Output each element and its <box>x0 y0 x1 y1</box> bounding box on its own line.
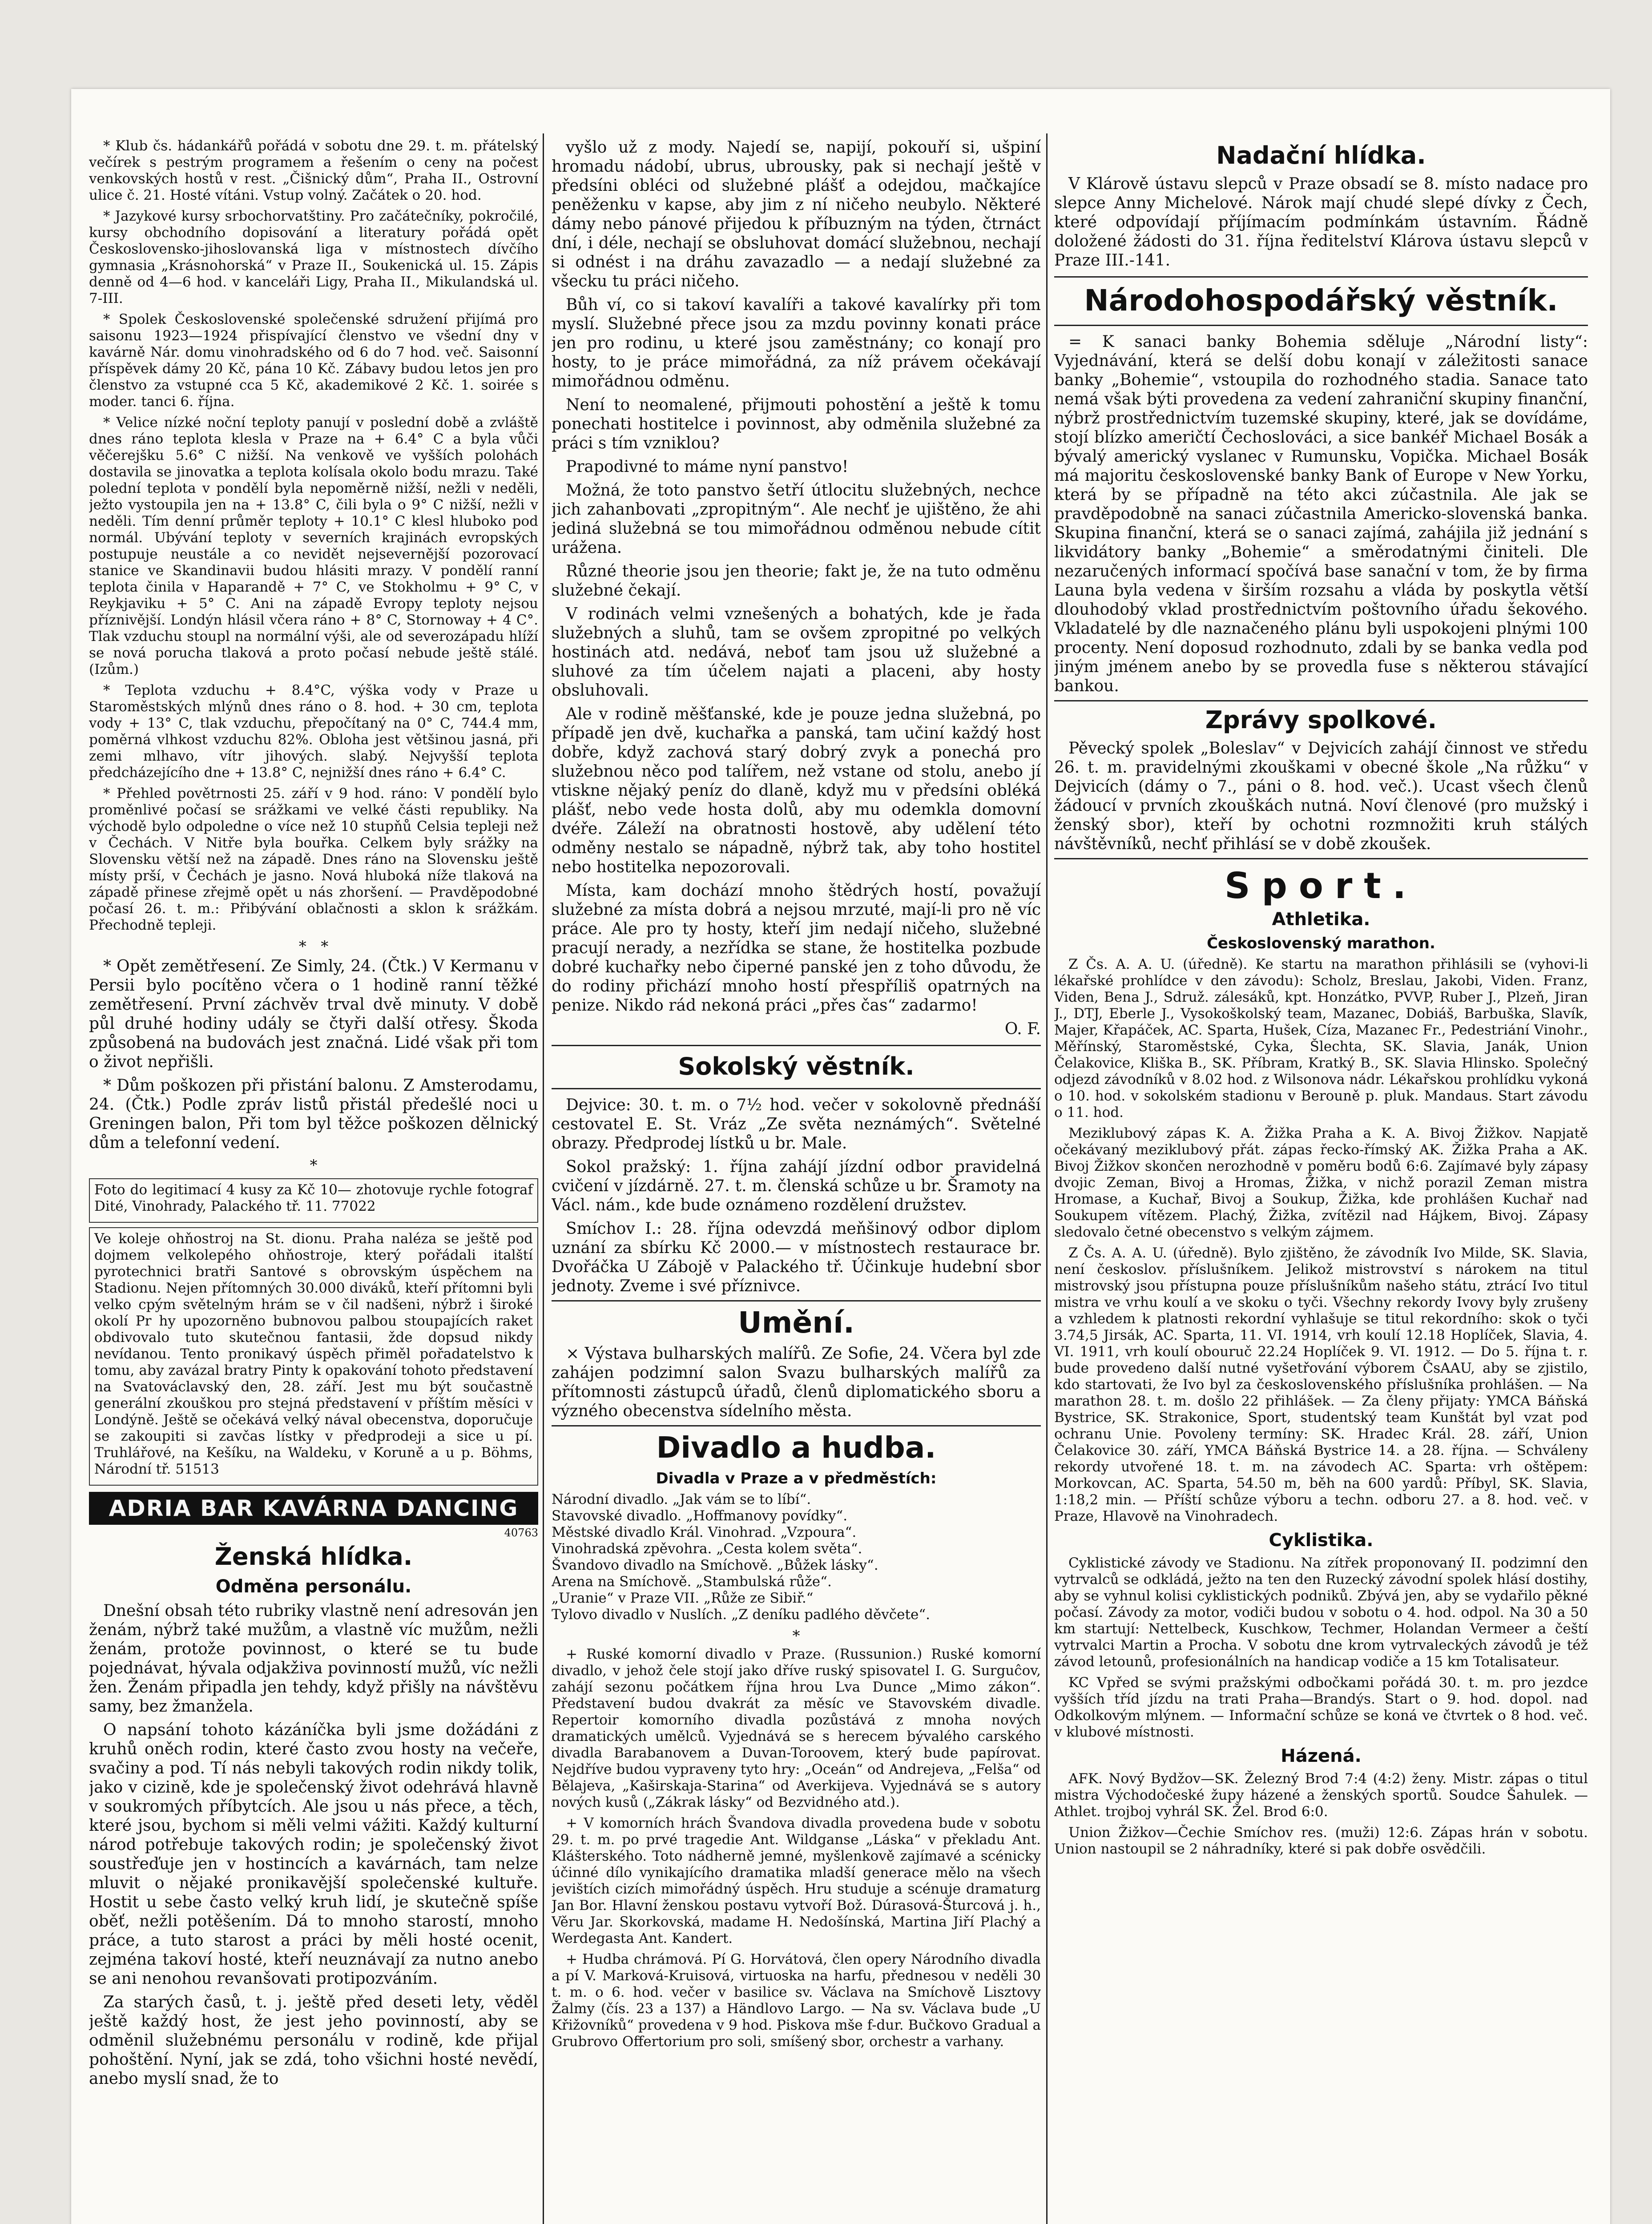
article-paragraph: Ale v rodině měšťanské, kde je pouze jedna služebná, po případě jen dvě, kuchařka a panská, tam učiní každý host dobře, když zachová starý dobrý zvyk a ponechá pro služebnou něco pod talířem, než vstane od stolu, anebo jí vtiskne nějaký peníz do dlaně, když mu v předsíni obléká plášť, nebo vede hosta dolů, aby mu odemkla domovní dvéře. Záleží na obratnosti hostově, aby udělení této odměny nestalo se nápadně, nýbrž tak, aby toho hostitel nebo hostitelka nepozorovali. <box>552 705 1041 876</box>
theatre-subtitle: Divadla v Praze a v předměstích: <box>656 1470 937 1487</box>
banner-number: 40763 <box>504 1527 538 1539</box>
divider <box>1054 700 1588 701</box>
theatre-listing: „Uranie“ v Praze VII. „Růže ze Sibiř.“ <box>552 1590 814 1606</box>
sport-paragraph: Z Čs. A. A. U. (úředně). Bylo zjištěno, že závodník Ivo Milde, SK. Slavia, není českoslov. příslušníkem. Jelikož mistrovství s nárokem na titul mistrovský jsou přístupna pouze příslušníkům našeho státu, ztrácí Ivo titul mistra ve vrhu koulí a ve skoku o tyči. Všechny rekordy Ivovy byly zrušeny a vzhledem k platnosti rekordní vyhlašuje se titul rekordního: skok o tyči 3.74,5 Jirsák, AC. Sparta, 11. VI. 1914, vrh koulí 12.18 Hoplíček, Slavia, 4. VI. 1911, vrh koulí obouruč 22.24 Hoplíček 9. VI. 1912. — Do 5. října t. r. bude provedeno další nutné vyšetřování výborem ČsAAU, aby se zjistilo, kdo startovati, že Ivo byl za československého příslušníka prohlášen. — Na marathon 28. t. m. došlo 22 přihlášek. — Za členy přijaty: YMCA Báňská Bystrice, SK. Strakonice, Sport, studentský team Kunštát byl vzat pod ochranu Unie. Povoleny termíny: SK. Hradec Král. 28. září, Union Čelakovice 30. září, YMCA Báňská Bystrice 14. a 28. října. — Schváleny rekordy utvořené 18. t. m. na závodech AC. Sparta: vrh oštěpem: Morkovcan, AC. Sparta, 54.50 m, běh na 600 yardů: Příbyl, SK. Slavia, 1:18,2 min. — Příští schůze výboru a techn. odboru 27. a 8. hod. več. v Praze, Hlavově na Vinohradech. <box>1054 1245 1588 1524</box>
article-paragraph: Není to neomalené, přijmouti pohostění a ještě k tomu ponechati hostitelce i povinnost, aby odměnila služebné za práci s tím vzniklou? <box>552 396 1041 452</box>
article-paragraph: Prapodivné to máme nyní panstvo! <box>566 458 849 476</box>
handball-paragraph: AFK. Nový Bydžov—SK. Železný Brod 7:4 (4:2) ženy. Mistr. zápas o titul mistra Východočeské župy házené a ženských sportů. Soudce Šahulek. — Athlet. trojboj vyhrál SK. Žel. Brod 6:0. <box>1054 1771 1588 1820</box>
theatre-listing: Městské divadlo Král. Vinohrad. „Vzpoura“. <box>552 1524 857 1540</box>
notice-paragraph: * Velice nízké noční teploty panují v poslední době a zvláště dnes ráno teplota klesla v Praze na + 6.4° C a byla vůči věčerejšku 5.6° C nižší. Na venkově ve vyšších polohách dostavila se jinovatka a teplota kolísala okolo bodu mrazu. Také polední teplota v pondělí byla nepoměrně nižší, nežli v neděli, ježto vystoupila jen na + 13.8° C, čili byla o 9° C nižší, nežli v neděli. Tím denní průměr teploty + 10.1° C klesl hluboko pod normál. Ubývání teploty v severních krajinách evropských postupuje neustále a co nevidět nejsevernější pozorovací stanice ve Skandinavii budou hlásiti mrazy. V pondělí ranní teplota činila v Haparandě + 7° C, ve Stokholmu + 9° C, v Reykjaviku + 5° C. Ani na západě Evropy teploty nejsou příznivější. Londýn hlásil včera ráno + 8° C, Stornoway + 4 C°. Tlak vzduchu stoupl na normální výši, ale od severozápadu hlíží se nová porucha tlaková a proto počasí nebude ještě stálé. (Izům.) <box>89 415 538 677</box>
notice-paragraph: * Přehled povětrnosti 25. září v 9 hod. ráno: V pondělí bylo proměnlivé počasí se srážkami ve velké části republiky. Na východě bylo odpoledne o více než 10 stupňů Celsia tepleji než v Čechách. V Nitře byla bouřka. Celkem byly srážky na Slovensku větší než na západě. Dnes ráno na Slovensku ještě místy prší, v Čechách je jasno. Nová hluboká níže tlaková na západě přinese zřejmě opět u nás zhoršení. — Pravděpodobné počasí 26. t. m.: Přibývání oblačnosti a sklon k srážkám. Přechodně tepleji. <box>89 786 538 933</box>
column-rule-1 <box>543 133 544 2224</box>
separator: * <box>792 1627 800 1645</box>
cycling-paragraph: Cyklistické závody ve Stadionu. Na zítřek proponovaný II. podzimní den vytrvalců se odkládá, ježto na ten den Ruzecký závodní spolek hlásí dostihy, aby se vyhnul kolisi cyklistických podniků. Zbývá jen, aby se vydařilo pěkné počasí. Závody za motor, vodiči budou v sobotu o 4. hod. odpol. Na 30 a 50 km startují: Nettelbeck, Kuschkow, Techmer, Holandan Vermeer a čeští vytrvalci Martin a Procha. V sobotu dne krom vytrvaleckých závodů je též závod letounů, profesionálních na handicap vodiče a 15 km Totalisateur. <box>1054 1555 1588 1670</box>
article-paragraph: Bůh ví, co si takoví kavalíři a takové kavalírky při tom myslí. Služebné přece jsou za mzdu povinny konati práce jen pro rodinu, u které jsou zaměstnány; co konají pro hosty, to je práce mimořádná, za níž právem očekávají mimořádnou odměnu. <box>552 296 1041 391</box>
theatre-paragraph: + Ruské komorní divadlo v Praze. (Russunion.) Ruské komorní divadlo, v jehož čele stojí jako dříve ruský spisovatel I. G. Surguĉov, zahájí sezonu počátkem října hrou Lva Dunce „Mimo zákon“. Představení budou dvakrát za měsíc ve Stavovském divadle. Repertoir komorního divadla pozůstává z mnoha nových dramatických umělců. Vyjednává se s herecem bývalého carského divadla Barabanovem a Duvan-Toroovem, který bude papírovat. Nejdříve budou vypraveny tyto hry: „Oceán“ od Andrejeva, „Felša“ od Bělajeva, „Kaširskaja-Starina“ od Averkijeva. Vyjednává se s autory nových kusů („Zákrak lásky“ od Bezvidného atd.). <box>552 1646 1041 1810</box>
column-rule-2 <box>1046 133 1048 2224</box>
article-paragraph: Možná, že toto panstvo šetří útlocitu služebných, nechce jich zahanbovati „zpropitným“. Ale nechť je ujištěno, že ahi jediná služebná se tou mimořádnou odměnou nebude cítit urážena. <box>552 481 1041 557</box>
column-3 <box>1054 138 1588 1862</box>
article-paragraph: V rodinách velmi vznešených a bohatých, kde je řada služebných a sluhů, tam se ovšem zpropitné po velkých hostinách atd. nedává, neboť tam jsou už služebné a sluhové za tím účelem najati a placeni, aby hosty obsluhovali. <box>552 605 1041 700</box>
clubs-paragraph: Pěvecký spolek „Boleslav“ v Dejvicích zahájí činnost ve středu 26. t. m. pravidelnými zkouškami v obecné škole „Na růžku“ v Dejvicích (dámy o 7., páni o 8. hod. več.). Ucast všech členů žádoucí v prvních zkouškách nutná. Noví členové (pro mužský i ženský sbor), kteří by ochotni rozmnožiti kruh stálých návštěvníků, nechť přihlásí se v době zkoušek. <box>1054 739 1588 853</box>
separator: * * <box>298 938 329 955</box>
sokol-paragraph: Dejvice: 30. t. m. o 7½ hod. večer v sokolovně přednáší cestovatel E. St. Vráz „Ze světa neznámých“. Světelné obrazy. Předprodej lístků u br. Male. <box>552 1096 1041 1152</box>
section-title-womens: Ženská hlídka. <box>214 1543 413 1571</box>
sokol-paragraph: Sokol pražský: 1. října zahájí jízdní odbor pravidelná cvičení v jízdárně. 27. t. m. členská schůze u br. Šramoty na Václ. nám., kde bude oznámeno rozdělení družstev. <box>552 1158 1041 1214</box>
theatre-listing: Vinohradská zpěvohra. „Cesta kolem světa“. <box>552 1541 862 1557</box>
theatre-paragraph: + V komorních hrách Švandova divadla provedena bude v sobotu 29. t. m. po prvé tragedie Ant. Wildganse „Láska“ v překladu Ant. Klášterského. Toto nádherně jemné, myšlenkově zajímavé a scénicky účinné dílo vynikajícího dramatika mladší generace mělo na všech jevištích cizích mimořádný úspěch. Hru studuje a scénuje dramaturg Jan Bor. Hlavní ženskou postavu vytvoří Bož. Dúrasová-Šturcová j. h., Věru Jar. Skorkovská, madame H. Nedošínská, Martina Jiří Plachý a Werdegasta Ant. Kandert. <box>552 1815 1041 1946</box>
section-subtitle: Odměna personálu. <box>215 1576 412 1597</box>
article-paragraph: vyšlo už z mody. Najedí se, napijí, pokouří si, ušpiní hromadu nádobí, ubrus, ubrousky, pak si nechají ještě v předsíni obléci od služebné plášť a odejdou, mačkajíce peněženku v kapse, aby jim z ní ničeho neubylo. Některé dámy nebo pánové přijedou k příbuzným na týden, čtrnáct dní, i déle, nechají se obsluhovat domácí služebnou, nechají si odnést i na dráhu zavazadlo — a nedají služebné za všecku tu práci ničeho. <box>552 138 1041 290</box>
section-title-theatre: Divadlo a hudba. <box>656 1430 936 1465</box>
divider <box>552 1300 1041 1301</box>
marathon-heading: Československý marathon. <box>1207 935 1435 952</box>
art-paragraph: × Výstava bulharských malířů. Ze Sofie, 24. Včera byl zde zahájen podzimní salon Svazu bulharských malířů za přítomnosti zástupců úřadů, členů diplomatického sboru a význého obecenstva sídelního města. <box>552 1345 1041 1420</box>
section-title-sokol: Sokolský věstník. <box>678 1052 915 1080</box>
article-paragraph: Různé theorie jsou jen theorie; fakt je, že na tuto odměnu služebné čekají. <box>552 562 1041 600</box>
adria-bar-banner: ADRIA BAR KAVÁRNA DANCING <box>89 1492 538 1525</box>
section-title-clubs: Zprávy spolkové. <box>1205 706 1437 734</box>
divider <box>552 1425 1041 1426</box>
theatre-listing: Arena na Smíchově. „Stambulská růže“. <box>552 1574 832 1590</box>
theatre-listing: Stavovské divadlo. „Hoffmanovy povídky“. <box>552 1508 848 1524</box>
theatre-listing: Švandovo divadlo na Smíchově. „Bůžek lásky“. <box>552 1557 878 1573</box>
column-2 <box>552 138 1041 2055</box>
foundation-paragraph: V Klárově ústavu slepců v Praze obsadí se 8. místo nadace pro slepce Anny Michelové. Nárok mají chudé slepé dívky z Čech, které odpovídají příjímacím podmínkám ústavním. Řádně doložené žádosti do 31. října ředitelství Klárova ústavu slepců v Praze III.-141. <box>1054 175 1588 270</box>
article-paragraph: O napsání tohoto kázáníčka byli jsme dožádáni z kruhů oněch rodin, které často zvou hosty na večeře, svačiny a pod. Tí nás nebyli takových rodin nikdy tolik, jako v cizině, kde je společenský život odehrává hlavně v soukromých příbytcích. Ale jsou u nás přece, a těch, které jsou, bychom si měli velmi vážiti. Každý kulturní národ potřebuje takových rodin; je společenský život soustřeďuje jen v hostincích a kavárnách, tam nelze mluvit o nějaké pronikavější společenské kultuře. Hostit u sebe často velký kruh lidí, je skutečně spíše oběť, nežli potěšením. Dá to mnoho starostí, mnoho práce, a tuto starost a práci by měli hosté ocenit, zejména takoví hosté, kteří neuznávají za nutno anebo se ani nenohou revanšovati protipozváním. <box>89 1721 538 1988</box>
section-title-sport: Sport. <box>1225 865 1418 907</box>
economy-paragraph: = K sanaci banky Bohemia sděluje „Národní listy“: Vyjednávání, která se delší dobu konají v záležitosti sanace banky „Bohemie“, vstoupila do rozhodného stadia. Sanace tato nemá však býti provedena za vedení zahraniční skupiny finanční, nýbrž prostřednictvím tuzemské skupiny, které, jak se dovídáme, stojí blízko američtí Čechoslováci, a sice bankéř Michael Bosák a bývalý americký vyslanec v Rumunsku, Vopička. Michael Bosák má majoritu československé banky Bank of Europe v New Yorku, která by se případně na této akci zúčastnila. Ale jak se pravděpodobně na sanaci zúčastnila Americko-slovenská banka. Skupina finanční, která se o sanaci zajímá, zahájila již jednání s likvidátory banky „Bohemie“ a směrodatnými činiteli. Dle nezaručených informací spočívá base sanační v tom, že by firma Launa byla vedena v širším rozsahu a vláda by poskytla větší dlouhodobý vklad prostřednictvím poštovního úřadu šekového. Vkladatelé by dle naznačeného plánu byli uspokojeni plnými 100 procenty. Není doposud rozhodnuto, zdali by se banka vedla pod jiným jménem anebo by se provedla fuse s některou stávající bankou. <box>1054 333 1588 695</box>
section-title-economy: Národohospodářský věstník. <box>1084 283 1558 318</box>
article-paragraph: Místa, kam dochází mnoho štědrých hostí, považují služebné za místa dobrá a nejsou mrzuté, mají-li pro ně víc práce. Ale pro ty hosty, kteří jim nedají ničeho, služebné pracují nerady, a nezřídka se stane, že hostitelka pozbude dobré kuchařky nebo čiperné panské jen z toho důvodu, že do rodiny přichází mnoho hostí přespříliš opatrných na penize. Nikdo rád nekoná práci „přes čas“ zadarmo! <box>552 882 1041 1015</box>
theatre-listing: Tylovo divadlo v Nuslích. „Z deníku padlého děvčete“. <box>552 1607 931 1623</box>
athletics-heading: Athletika. <box>1272 909 1370 930</box>
article-paragraph: Za starých časů, t. j. ještě před deseti lety, věděl ještě každý host, že jest jeho povinností, aby se odměnil služebnému personálu v rodině, kde přijal pohoštění. Nyní, jak se zdá, toho všichni hosté nevědí, anebo myslí snad, že to <box>89 1993 538 2088</box>
sport-paragraph: Z Čs. A. A. U. (úředně). Ke startu na marathon přihlásili se (vyhovi-li lékařské prohlídce v den závodu): Scholz, Breslau, Jakobi, Viden. Franz, Viden, Bena J., Sdruž. zálesáků, kpt. Honzátko, PVVP, Ruber J., Plzeň, Jiran J., DTJ, Eberle J., Vysokoškolský team, Mazanec, Dobiáš, Barbuška, Slavík, Majer, Křapáček, AC. Sparta, Hušek, Cíza, Mazanec Fr., Pedestriání Vinohr., Měřínský, Staroměstské, Cyka, Šlechta, SK. Slavia, Janák, Union Čelakovice, Kliška B., SK. Příbram, Kratký B., SK. Slavia Hlinsko. Společný odjezd závodníků v 8.02 hod. z Wilsonova nádr. Lékařskou prohlídku vykoná o 10. hod. v sokolském stadionu v Berouně p. pluk. Mandaus. Start závodu o 11. hod. <box>1054 956 1588 1120</box>
theatre-paragraph: + Hudba chrámová. Pí G. Horvátová, člen opery Národního divadla a pí V. Marková-Kruisová, virtuoska na harfu, přednesou v neděli 30 t. m. o 6. hod. večer v basilice sv. Václava na Smíchově Lisztovy Žalmy (čís. 23 a 137) a Händlovo Largo. — Na sv. Václava bude „U Křižovníků“ provedena v 9 hod. Piskova mše f-dur. Bučkovo Gradual a Grubrovo Offertorium pro soli, smíšený sbor, orchestr a varhany. <box>552 1951 1041 2050</box>
photo-advertisement: Foto do legitimací 4 kusy za Kč 10— zhotovuje rychle fotograf Dité, Vinohrady, Palackého tř. 11. 77022 <box>89 1178 538 1223</box>
handball-paragraph: Union Žižkov—Čechie Smíchov res. (muži) 12:6. Zápas hrán v sobotu. Union nastoupil se 2 náhradníky, které si pak dobře osvědčili. <box>1054 1825 1588 1857</box>
cycling-heading: Cyklistika. <box>1269 1530 1374 1551</box>
sport-paragraph: Meziklubový zápas K. A. Žižka Praha a K. A. Bivoj Žižkov. Napjatě očekávaný meziklubový přát. zápas řecko-římský AK. Žižka Praha a AK. Bivoj Žižkov skončen nerozhodně v poměru bodů 6:6. Zajímavé byly zápasy dvojic Zeman, Bivoj a Hromas, Žižka, v nichž porazil Zeman mistra Hromase, a Kuchař, Bivoj a Soukup, Žižka, kde prohlášen Kuchař nad Soukupem vítězem. Plachý, Žižka, zvítězil nad Hájkem, Bivoj. Zápasy sledovalo četné obecenstvo s velkým zájmem. <box>1054 1125 1588 1240</box>
section-title-art: Umění. <box>738 1305 854 1340</box>
separator: * <box>310 1156 318 1174</box>
cycling-paragraph: KC Vpřed se svými pražskými odbočkami pořádá 30. t. m. pro jezdce vyšších tříd jízdu na trati Praha—Brandýs. Start o 9. hod. dopol. nad Odkolkovým mlýnem. — Informační schůze se koná ve čtvrtek o 8 hod. več. v klubové místnosti. <box>1054 1675 1588 1740</box>
sokol-paragraph: Smíchov I.: 28. října odevzdá meňšinový odbor diplom uznání za sbírku Kč 2000.— v místnostech restaurace br. Dvořáčka U Zábojě v Palackého tř. Účinkuje hudební sbor jednoty. Zveme i své příznivce. <box>552 1220 1041 1295</box>
news-paragraph: * Opět zemětřesení. Ze Simly, 24. (Čtk.) V Kermanu v Persii bylo pocítěno včera o 1 hodině ranní těžké zemětřesení. První záchvěv trval dvě minuty. V době půl druhé hodiny udály se čtyři další otřesy. Škoda způsobená na budovách jest značná. Lidé však při tom o život nepřišli. <box>89 957 538 1071</box>
notice-paragraph: * Teplota vzduchu + 8.4°C, výška vody v Praze u Staroměstských mlýnů dnes ráno o 8. hod. + 30 cm, teplota vody + 13° C, tlak vzduchu, přepočítaný na 0° C, 744.4 mm, poměrná vlhkost vzduchu 82%. Obloha jest většinou jasná, při zemi mlhavo, vítr jihových. slabý. Nejvyšší teplota předcházejícího dne + 13.8° C, nejnižší dnes ráno + 6.4° C. <box>89 682 538 781</box>
handball-heading: Házená. <box>1281 1746 1362 1766</box>
section-title-foundation: Nadační hlídka. <box>1216 141 1426 169</box>
theatre-listing: Národní divadlo. „Jak vám se to líbí“. <box>552 1491 811 1507</box>
newspaper-page <box>71 89 1610 2224</box>
notice-paragraph: * Jazykové kursy srbochorvatštiny. Pro začátečníky, pokročilé, kursy obchodního dopisování a literatury pořádá opět Československo-jihoslovanská liga v místnostech dívčího gymnasia „Krásnohorská“ v Praze II., Soukenická ul. 15. Zápis denně od 4—6 hod. v kanceláři Ligy, Praha II., Mikulandská ul. 7-III. <box>89 208 538 306</box>
news-paragraph: * Dům poškozen při přistání balonu. Z Amsterodamu, 24. (Čtk.) Podle zpráv listů přistál předešlé noci u Greningen balon, Při tom byl těžce poškozen dělnický dům a telefonní vedení. <box>89 1076 538 1152</box>
notice-paragraph: * Spolek Československé společenské sdružení přijímá pro saisonu 1923—1924 přispívající členstvo ve všední dny v kavárně Nár. domu vinohradského od 6 do 7 hod. več. Saisonní příspěvek dámy 20 Kč, pána 10 Kč. Zábavy budou letos jen pro členstvo za vstupné cca 5 Kč, akademikové 2 Kč. 1. soirée s moder. tanci 6. října. <box>89 311 538 410</box>
fireworks-advertisement: Ve koleje ohňostroj na St. dionu. Praha naléza se ještě pod dojmem velkolepého ohňostroje, který pořádali italští pyrotechnici bratři Santové s obrovským úspěchem na Stadionu. Nejen přítomných 30.000 diváků, kteří přítomni byli velko cpým světelným hrám se v čil nadšeni, nýbrž i široké okolí Pr hy upozorněno bubnovou palbou stoupajících raket obdivovalo tuto skutečnou fantasii, žde dopsud nikdy nevídanou. Tento pronikavý úspěch přiměl pořadatelstvo k tomu, aby zavázal bratry Pinty k opakování tohoto představení na Svatováclavský den, 28. září. Jest mu být součastně generální zkouškou pro stejná představení v příštím měsíci v Londýně. Ještě se očekává velký nával obecenstva, doporučuje se zakoupiti si zavčas lístky v předprodeji a sice u pí. Truhlářové, na Kešíku, na Waldeku, v Koruně a u p. Böhms, Národní tř. 51513 <box>89 1227 538 1486</box>
divider <box>1054 858 1588 859</box>
author-signature: O. F. <box>1004 1020 1041 1038</box>
article-paragraph: Dnešní obsah této rubriky vlastně není adresován jen ženám, nýbrž také mužům, a vlastně víc mužům, nežli ženám, protože povinnost, o které se tu bude pojednávat, hývala odjakživa povinností mužů, víc nežli žen. Ženám připadla jen tehdy, když přišly na návštěvu samy, bez žmanžela. <box>89 1602 538 1716</box>
notice-paragraph: * Klub čs. hádankářů pořádá v sobotu dne 29. t. m. přátelský večírek s pestrým programem a řešením o ceny na počest venkovských hostů v rest. „Čišnický dům“, Praha II., Ostrovní ulice č. 21. Hosté vítáni. Vstup volný. Začátek o 20. hod. <box>89 138 538 203</box>
column-1 <box>89 138 538 2093</box>
